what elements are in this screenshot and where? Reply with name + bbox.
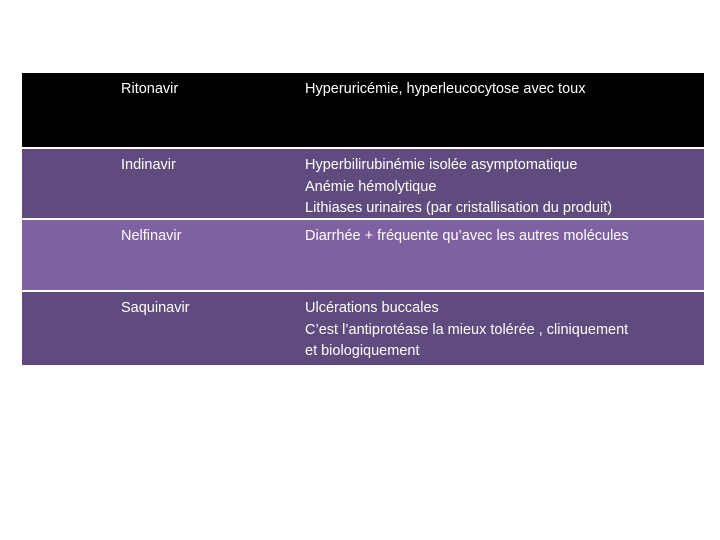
side-effect-line: et biologiquement: [305, 343, 420, 359]
side-effects-table: [22, 73, 704, 365]
side-effect-cell: [305, 226, 629, 248]
side-effect-line: Hyperuricémie, hyperleucocytose avec toux: [305, 81, 586, 97]
side-effect-cell: [305, 79, 585, 101]
drug-name-cell: Indinavir: [121, 157, 176, 173]
side-effect-line: Ulcérations buccales: [305, 300, 439, 316]
side-effect-cell: [305, 298, 628, 363]
drug-name-cell: Ritonavir: [121, 81, 179, 97]
side-effect-line: C’est l’antiprotéase la mieux tolérée , cliniquement: [305, 321, 629, 338]
table-row-nelfinavir: [22, 218, 704, 290]
drug-name-cell: Saquinavir: [121, 300, 190, 316]
table-row-indinavir: [22, 147, 704, 218]
table-row-saquinavir: [22, 290, 704, 365]
drug-name-cell: Nelfinavir: [121, 228, 182, 244]
side-effect-line: Anémie hémolytique: [305, 178, 437, 195]
table-row-ritonavir: [22, 73, 704, 147]
side-effect-line: Lithiases urinaires (par cristallisation du produit): [305, 200, 613, 216]
side-effect-line: Diarrhée + fréquente qu’avec les autres molécules: [305, 228, 629, 244]
side-effect-line: Hyperbilirubinémie isolée asymptomatique: [305, 157, 578, 173]
side-effect-cell: [305, 155, 612, 220]
